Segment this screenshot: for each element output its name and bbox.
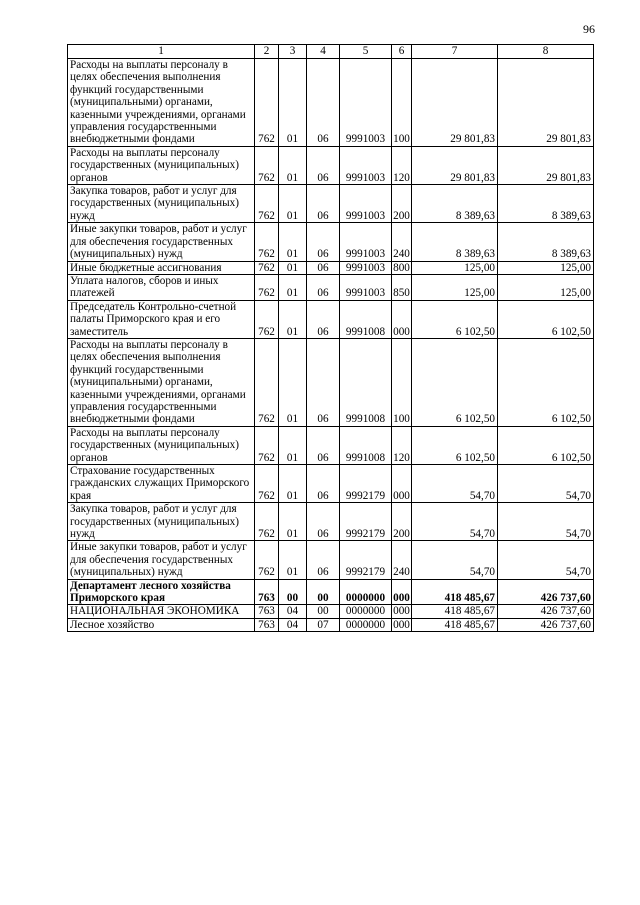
subsection-code-cell: 06 bbox=[307, 338, 340, 426]
amount-year1-cell: 54,70 bbox=[412, 541, 498, 579]
target-article-cell: 9991003 bbox=[340, 59, 392, 147]
expense-type-cell: 240 bbox=[392, 223, 412, 261]
expense-type-cell: 000 bbox=[392, 300, 412, 338]
amount-year2-cell: 426 737,60 bbox=[498, 618, 594, 631]
expense-type-cell: 120 bbox=[392, 426, 412, 464]
ministry-code-cell: 762 bbox=[255, 146, 279, 184]
row-name-cell: Департамент лесного хозяйства Приморского края bbox=[68, 579, 255, 605]
amount-year1-cell: 418 485,67 bbox=[412, 618, 498, 631]
subsection-code-cell: 06 bbox=[307, 261, 340, 274]
expense-type-cell: 000 bbox=[392, 465, 412, 503]
table-row bbox=[68, 59, 594, 147]
ministry-code-cell: 762 bbox=[255, 541, 279, 579]
amount-year2-cell: 54,70 bbox=[498, 541, 594, 579]
amount-year1-cell: 6 102,50 bbox=[412, 338, 498, 426]
row-name-cell: Закупка товаров, работ и услуг для государственных (муниципальных) нужд bbox=[68, 503, 255, 541]
amount-year1-cell: 54,70 bbox=[412, 503, 498, 541]
amount-year2-cell: 29 801,83 bbox=[498, 146, 594, 184]
amount-year1-cell: 29 801,83 bbox=[412, 59, 498, 147]
table-row bbox=[68, 261, 594, 274]
subsection-code-cell: 06 bbox=[307, 59, 340, 147]
table-row bbox=[68, 503, 594, 541]
ministry-code-cell: 762 bbox=[255, 274, 279, 300]
table-row bbox=[68, 541, 594, 579]
expense-type-cell: 240 bbox=[392, 541, 412, 579]
subsection-code-cell: 06 bbox=[307, 185, 340, 223]
ministry-code-cell: 762 bbox=[255, 223, 279, 261]
table-body bbox=[68, 59, 594, 632]
section-code-cell: 04 bbox=[279, 605, 307, 618]
ministry-code-cell: 762 bbox=[255, 465, 279, 503]
target-article-cell: 9991003 bbox=[340, 274, 392, 300]
row-name-cell: Иные бюджетные ассигнования bbox=[68, 261, 255, 274]
target-article-cell: 9991003 bbox=[340, 223, 392, 261]
expense-type-cell: 000 bbox=[392, 579, 412, 605]
table-row bbox=[68, 300, 594, 338]
section-code-cell: 01 bbox=[279, 503, 307, 541]
target-article-cell: 0000000 bbox=[340, 579, 392, 605]
budget-table bbox=[67, 44, 594, 632]
amount-year2-cell: 6 102,50 bbox=[498, 300, 594, 338]
column-header: 2 bbox=[255, 45, 279, 59]
row-name-cell: Расходы на выплаты персоналу в целях обеспечения выполнения функций государственными (муниципальными) органами, казенными учреждениями, органами управления государственными внебюджетными фондами bbox=[68, 338, 255, 426]
subsection-code-cell: 06 bbox=[307, 426, 340, 464]
row-name-cell: Иные закупки товаров, работ и услуг для обеспечения государственных (муниципальных) нужд bbox=[68, 541, 255, 579]
ministry-code-cell: 762 bbox=[255, 338, 279, 426]
expense-type-cell: 200 bbox=[392, 503, 412, 541]
ministry-code-cell: 762 bbox=[255, 261, 279, 274]
subsection-code-cell: 06 bbox=[307, 503, 340, 541]
amount-year2-cell: 8 389,63 bbox=[498, 185, 594, 223]
row-name-cell: Расходы на выплаты персоналу в целях обеспечения выполнения функций государственными (муниципальными) органами, казенными учреждениями, органами управления государственными внебюджетными фондами bbox=[68, 59, 255, 147]
amount-year2-cell: 8 389,63 bbox=[498, 223, 594, 261]
subsection-code-cell: 06 bbox=[307, 465, 340, 503]
ministry-code-cell: 763 bbox=[255, 605, 279, 618]
section-code-cell: 01 bbox=[279, 338, 307, 426]
target-article-cell: 9991008 bbox=[340, 338, 392, 426]
column-header: 6 bbox=[392, 45, 412, 59]
subsection-code-cell: 00 bbox=[307, 579, 340, 605]
section-code-cell: 04 bbox=[279, 618, 307, 631]
amount-year2-cell: 54,70 bbox=[498, 503, 594, 541]
target-article-cell: 9991008 bbox=[340, 426, 392, 464]
expense-type-cell: 200 bbox=[392, 185, 412, 223]
subsection-code-cell: 06 bbox=[307, 274, 340, 300]
expense-type-cell: 100 bbox=[392, 59, 412, 147]
table-header-row bbox=[68, 45, 594, 59]
amount-year1-cell: 54,70 bbox=[412, 465, 498, 503]
amount-year2-cell: 54,70 bbox=[498, 465, 594, 503]
table-row bbox=[68, 338, 594, 426]
amount-year2-cell: 125,00 bbox=[498, 261, 594, 274]
table-row bbox=[68, 618, 594, 631]
row-name-cell: Лесное хозяйство bbox=[68, 618, 255, 631]
ministry-code-cell: 762 bbox=[255, 59, 279, 147]
target-article-cell: 0000000 bbox=[340, 618, 392, 631]
ministry-code-cell: 762 bbox=[255, 503, 279, 541]
expense-type-cell: 120 bbox=[392, 146, 412, 184]
amount-year1-cell: 6 102,50 bbox=[412, 300, 498, 338]
subsection-code-cell: 06 bbox=[307, 146, 340, 184]
section-code-cell: 01 bbox=[279, 59, 307, 147]
table-row bbox=[68, 185, 594, 223]
amount-year2-cell: 6 102,50 bbox=[498, 338, 594, 426]
table-row bbox=[68, 146, 594, 184]
section-code-cell: 01 bbox=[279, 300, 307, 338]
expense-type-cell: 800 bbox=[393, 261, 410, 274]
section-code-cell: 01 bbox=[279, 261, 307, 274]
expense-type-cell: 000 bbox=[393, 605, 410, 618]
column-header: 1 bbox=[68, 45, 255, 59]
amount-year1-cell: 125,00 bbox=[412, 261, 498, 274]
expense-type-cell: 000 bbox=[393, 618, 410, 631]
subsection-code-cell: 06 bbox=[307, 541, 340, 579]
amount-year1-cell: 8 389,63 bbox=[412, 223, 498, 261]
table-row bbox=[68, 465, 594, 503]
row-name-cell: Страхование государственных гражданских служащих Приморского края bbox=[68, 465, 255, 503]
expense-type-cell: 100 bbox=[392, 338, 412, 426]
row-name-cell: Расходы на выплаты персоналу государственных (муниципальных) органов bbox=[68, 426, 255, 464]
ministry-code-cell: 762 bbox=[255, 426, 279, 464]
target-article-cell: 9991003 bbox=[340, 185, 392, 223]
subsection-code-cell: 00 bbox=[307, 605, 340, 618]
amount-year2-cell: 6 102,50 bbox=[498, 426, 594, 464]
page-number: 96 bbox=[583, 22, 595, 36]
target-article-cell: 0000000 bbox=[340, 605, 392, 618]
amount-year2-cell: 125,00 bbox=[498, 274, 594, 300]
section-code-cell: 01 bbox=[279, 185, 307, 223]
section-code-cell: 01 bbox=[279, 426, 307, 464]
section-code-cell: 01 bbox=[279, 146, 307, 184]
target-article-cell: 9992179 bbox=[340, 465, 392, 503]
row-name-cell: Уплата налогов, сборов и иных платежей bbox=[68, 274, 255, 300]
target-article-cell: 9992179 bbox=[340, 541, 392, 579]
ministry-code-cell: 763 bbox=[255, 618, 279, 631]
column-header: 4 bbox=[307, 45, 340, 59]
amount-year1-cell: 418 485,67 bbox=[412, 605, 498, 618]
ministry-code-cell: 762 bbox=[255, 185, 279, 223]
column-header: 3 bbox=[279, 45, 307, 59]
row-name-cell: Расходы на выплаты персоналу государственных (муниципальных) органов bbox=[68, 146, 255, 184]
amount-year1-cell: 125,00 bbox=[412, 274, 498, 300]
column-header: 8 bbox=[498, 45, 594, 59]
table-row bbox=[68, 579, 594, 605]
row-name-cell: НАЦИОНАЛЬНАЯ ЭКОНОМИКА bbox=[68, 605, 255, 618]
subsection-code-cell: 06 bbox=[307, 300, 340, 338]
target-article-cell: 9991003 bbox=[340, 146, 392, 184]
subsection-code-cell: 06 bbox=[307, 223, 340, 261]
column-header: 7 bbox=[412, 45, 498, 59]
amount-year2-cell: 29 801,83 bbox=[498, 59, 594, 147]
table-row bbox=[68, 223, 594, 261]
target-article-cell: 9991003 bbox=[340, 261, 392, 274]
row-name-cell: Закупка товаров, работ и услуг для государственных (муниципальных) нужд bbox=[68, 185, 255, 223]
section-code-cell: 00 bbox=[279, 579, 307, 605]
column-header: 5 bbox=[340, 45, 392, 59]
amount-year2-cell: 426 737,60 bbox=[498, 579, 594, 605]
amount-year1-cell: 29 801,83 bbox=[412, 146, 498, 184]
amount-year1-cell: 6 102,50 bbox=[412, 426, 498, 464]
table-row bbox=[68, 274, 594, 300]
amount-year2-cell: 426 737,60 bbox=[498, 605, 594, 618]
expense-type-cell: 850 bbox=[392, 274, 412, 300]
row-name-cell: Иные закупки товаров, работ и услуг для обеспечения государственных (муниципальных) нужд bbox=[68, 223, 255, 261]
section-code-cell: 01 bbox=[279, 274, 307, 300]
table-row bbox=[68, 605, 594, 618]
target-article-cell: 9992179 bbox=[340, 503, 392, 541]
row-name-cell: Председатель Контрольно-счетной палаты Приморского края и его заместитель bbox=[68, 300, 255, 338]
ministry-code-cell: 762 bbox=[255, 300, 279, 338]
section-code-cell: 01 bbox=[279, 465, 307, 503]
amount-year1-cell: 8 389,63 bbox=[412, 185, 498, 223]
target-article-cell: 9991008 bbox=[340, 300, 392, 338]
subsection-code-cell: 07 bbox=[307, 618, 340, 631]
section-code-cell: 01 bbox=[279, 541, 307, 579]
table-row bbox=[68, 426, 594, 464]
ministry-code-cell: 763 bbox=[255, 579, 279, 605]
amount-year1-cell: 418 485,67 bbox=[412, 579, 498, 605]
section-code-cell: 01 bbox=[279, 223, 307, 261]
